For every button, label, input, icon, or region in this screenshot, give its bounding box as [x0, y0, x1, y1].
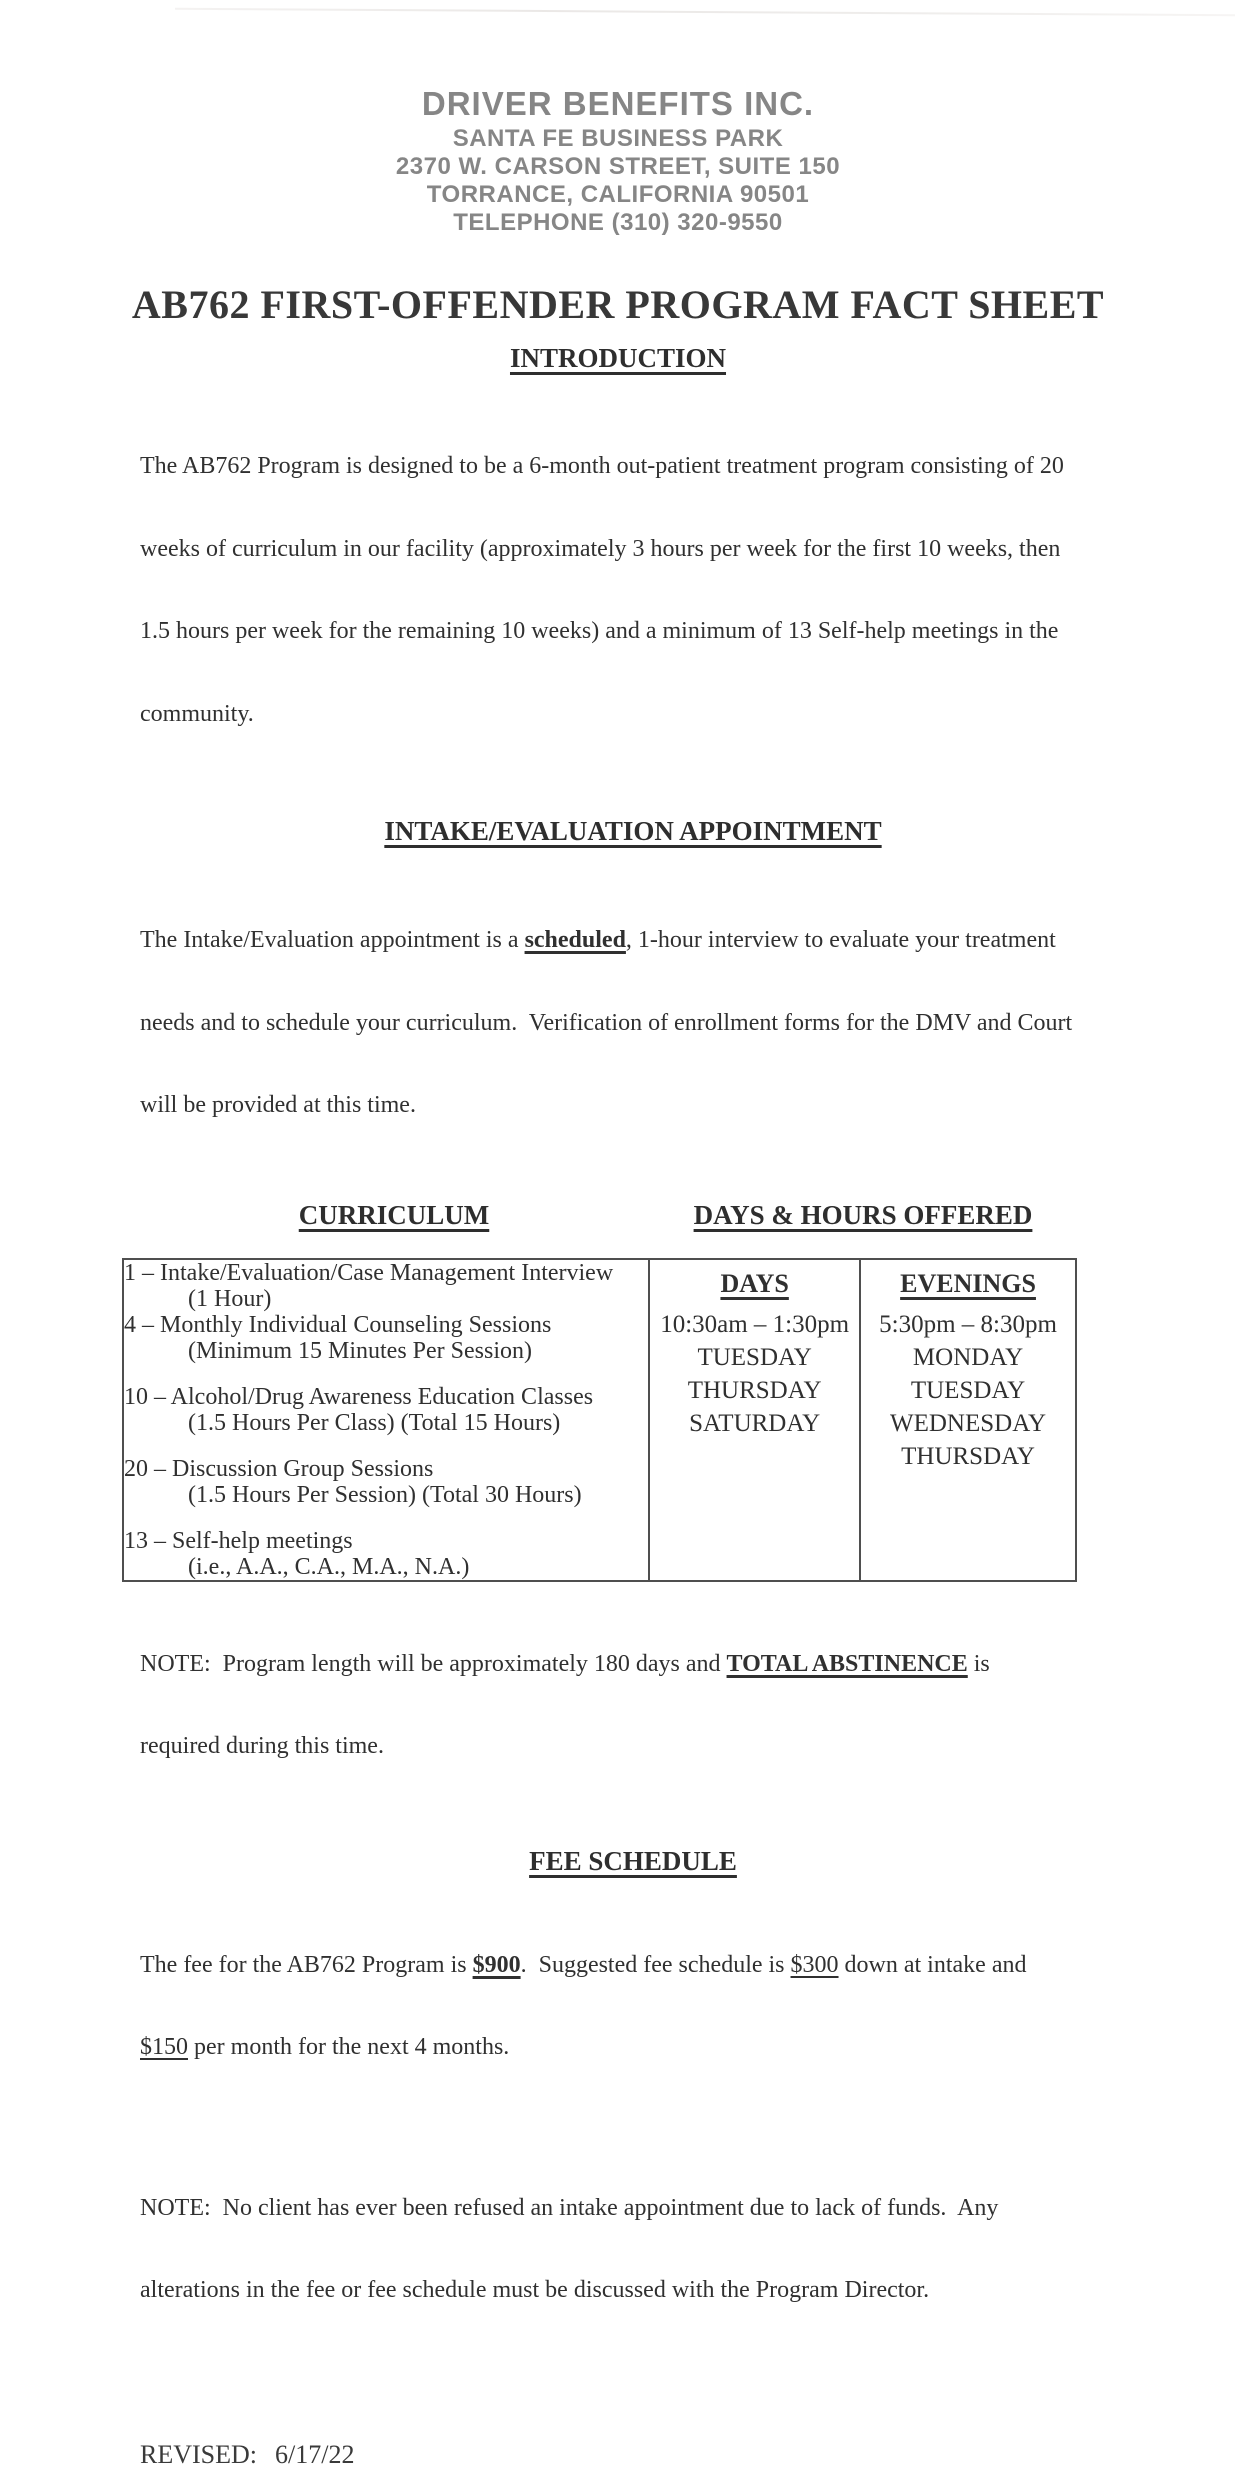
curriculum-item-detail: (1.5 Hours Per Class) (Total 15 Hours) [188, 1409, 561, 1436]
curriculum-item-detail: (i.e., A.A., C.A., M.A., N.A.) [188, 1553, 470, 1580]
text-segment: NOTE: Program length will be approximately 180 days and [140, 1650, 727, 1677]
day-entry: TUESDAY [697, 1343, 812, 1371]
text-segment: The fee for the AB762 Program is [140, 1951, 473, 1978]
curriculum-item-main: 4 – Monthly Individual Counseling Sessions [124, 1311, 552, 1338]
intake-paragraph [140, 872, 1126, 1175]
curriculum-heading-text: CURRICULUM [298, 1199, 490, 1230]
revision-line [140, 2440, 1126, 2470]
day-entry: TUESDAY [910, 1376, 1026, 1404]
address-line: TORRANCE, CALIFORNIA 90501 [426, 181, 810, 208]
text-line [140, 1952, 1126, 1980]
telephone-line: TELEPHONE (310) 320-9550 [453, 209, 783, 236]
days-hours-heading-text: DAYS & HOURS OFFERED [693, 1199, 1033, 1230]
curriculum-item-detail: (1.5 Hours Per Session) (Total 30 Hours) [188, 1481, 582, 1508]
curriculum-item-main: 10 – Alcohol/Drug Awareness Education Classes [124, 1383, 594, 1410]
introduction-paragraph [140, 398, 1126, 783]
evenings-column [861, 1260, 1075, 1473]
day-entry: WEDNESDAY [890, 1409, 1047, 1437]
fee-schedule-heading-text: FEE SCHEDULE [529, 1845, 737, 1876]
document-title: AB762 FIRST-OFFENDER PROGRAM FACT SHEET [131, 282, 1105, 327]
page-content [0, 398, 1236, 2470]
days-hours-heading [648, 1200, 1078, 1231]
text-line: will be provided at this time. [140, 1092, 416, 1118]
evenings-time-range: 5:30pm – 8:30pm [879, 1310, 1057, 1338]
company-name: DRIVER BENEFITS INC. [421, 85, 815, 122]
curriculum-item [124, 1456, 648, 1508]
days-column [650, 1260, 859, 1440]
introduction-heading [0, 343, 1236, 374]
curriculum-item-main: 20 – Discussion Group Sessions [124, 1455, 434, 1482]
day-entry: SATURDAY [689, 1409, 821, 1437]
curriculum-cell [123, 1259, 649, 1581]
day-entry: THURSDAY [901, 1442, 1035, 1470]
letterhead [0, 0, 1236, 237]
curriculum-item [124, 1312, 648, 1364]
fee-paragraph [140, 1897, 1126, 2117]
text-line [140, 1651, 1126, 1679]
curriculum-item [124, 1384, 648, 1436]
emphasized-text: TOTAL ABSTINENCE [726, 1650, 968, 1677]
program-length-note [140, 1596, 1126, 1816]
text-line: community. [140, 700, 254, 727]
intake-heading [140, 816, 1126, 847]
evenings-column-header [861, 1269, 1075, 1299]
text-segment: is [967, 1650, 990, 1677]
funds-note [140, 2140, 1126, 2360]
curriculum-item-main: 1 – Intake/Evaluation/Case Management Interview [124, 1259, 614, 1286]
text-line: NOTE: No client has ever been refused an intake appointment due to lack of funds. Any [140, 2194, 999, 2221]
revised-date: 6/17/22 [275, 2439, 355, 2469]
evenings-header-text: EVENINGS [900, 1268, 1036, 1298]
text-line: required during this time. [140, 1733, 384, 1759]
curriculum-schedule-table [122, 1258, 1077, 1582]
days-cell [649, 1259, 860, 1581]
curriculum-item [124, 1260, 648, 1312]
fee-down-amount: $300 [790, 1951, 839, 1978]
fee-monthly-amount: $150 [140, 2034, 188, 2060]
emphasized-text: scheduled [524, 927, 626, 953]
text-line: 1.5 hours per week for the remaining 10 weeks) and a minimum of 13 Self-help meetings in the [140, 618, 1059, 644]
text-line: The AB762 Program is designed to be a 6-month out-patient treatment program consisting of 20 [140, 453, 1064, 479]
days-header-text: DAYS [720, 1268, 789, 1298]
day-entry: THURSDAY [687, 1376, 822, 1404]
curriculum-item-detail: (Minimum 15 Minutes Per Session) [188, 1337, 533, 1364]
text-line: weeks of curriculum in our facility (approximately 3 hours per week for the first 10 weeks, then [140, 535, 1061, 562]
text-line [140, 2034, 1126, 2062]
text-segment: per month for the next 4 months. [188, 2034, 510, 2060]
days-time-range: 10:30am – 1:30pm [660, 1310, 850, 1338]
day-entry: MONDAY [912, 1343, 1024, 1371]
curriculum-item [124, 1528, 648, 1580]
revised-label: REVISED: [140, 2439, 257, 2469]
evenings-cell [860, 1259, 1076, 1581]
intake-heading-text: INTAKE/EVALUATION APPOINTMENT [384, 816, 882, 846]
text-segment: down at intake and [838, 1951, 1027, 1978]
table-row [123, 1259, 1076, 1581]
curriculum-item-detail: (1 Hour) [188, 1285, 272, 1312]
introduction-heading-text: INTRODUCTION [509, 343, 727, 373]
text-line [140, 927, 1126, 955]
fee-schedule-heading [140, 1846, 1126, 1877]
text-segment: The Intake/Evaluation appointment is a [140, 927, 525, 953]
text-segment: . Suggested fee schedule is [520, 1951, 791, 1978]
text-line: needs and to schedule your curriculum. Verification of enrollment forms for the DMV and Court [140, 1009, 1073, 1036]
text-segment: , 1-hour interview to evaluate your treatment [625, 927, 1056, 953]
address-line: 2370 W. CARSON STREET, SUITE 150 [395, 153, 841, 180]
fee-total-amount: $900 [472, 1951, 521, 1978]
text-line: alterations in the fee or fee schedule must be discussed with the Program Director. [140, 2277, 930, 2303]
table-headings-row [140, 1200, 1126, 1231]
address-line: SANTA FE BUSINESS PARK [452, 125, 784, 152]
days-column-header [650, 1269, 859, 1299]
curriculum-item-main: 13 – Self-help meetings [124, 1527, 353, 1554]
curriculum-heading [140, 1200, 648, 1231]
